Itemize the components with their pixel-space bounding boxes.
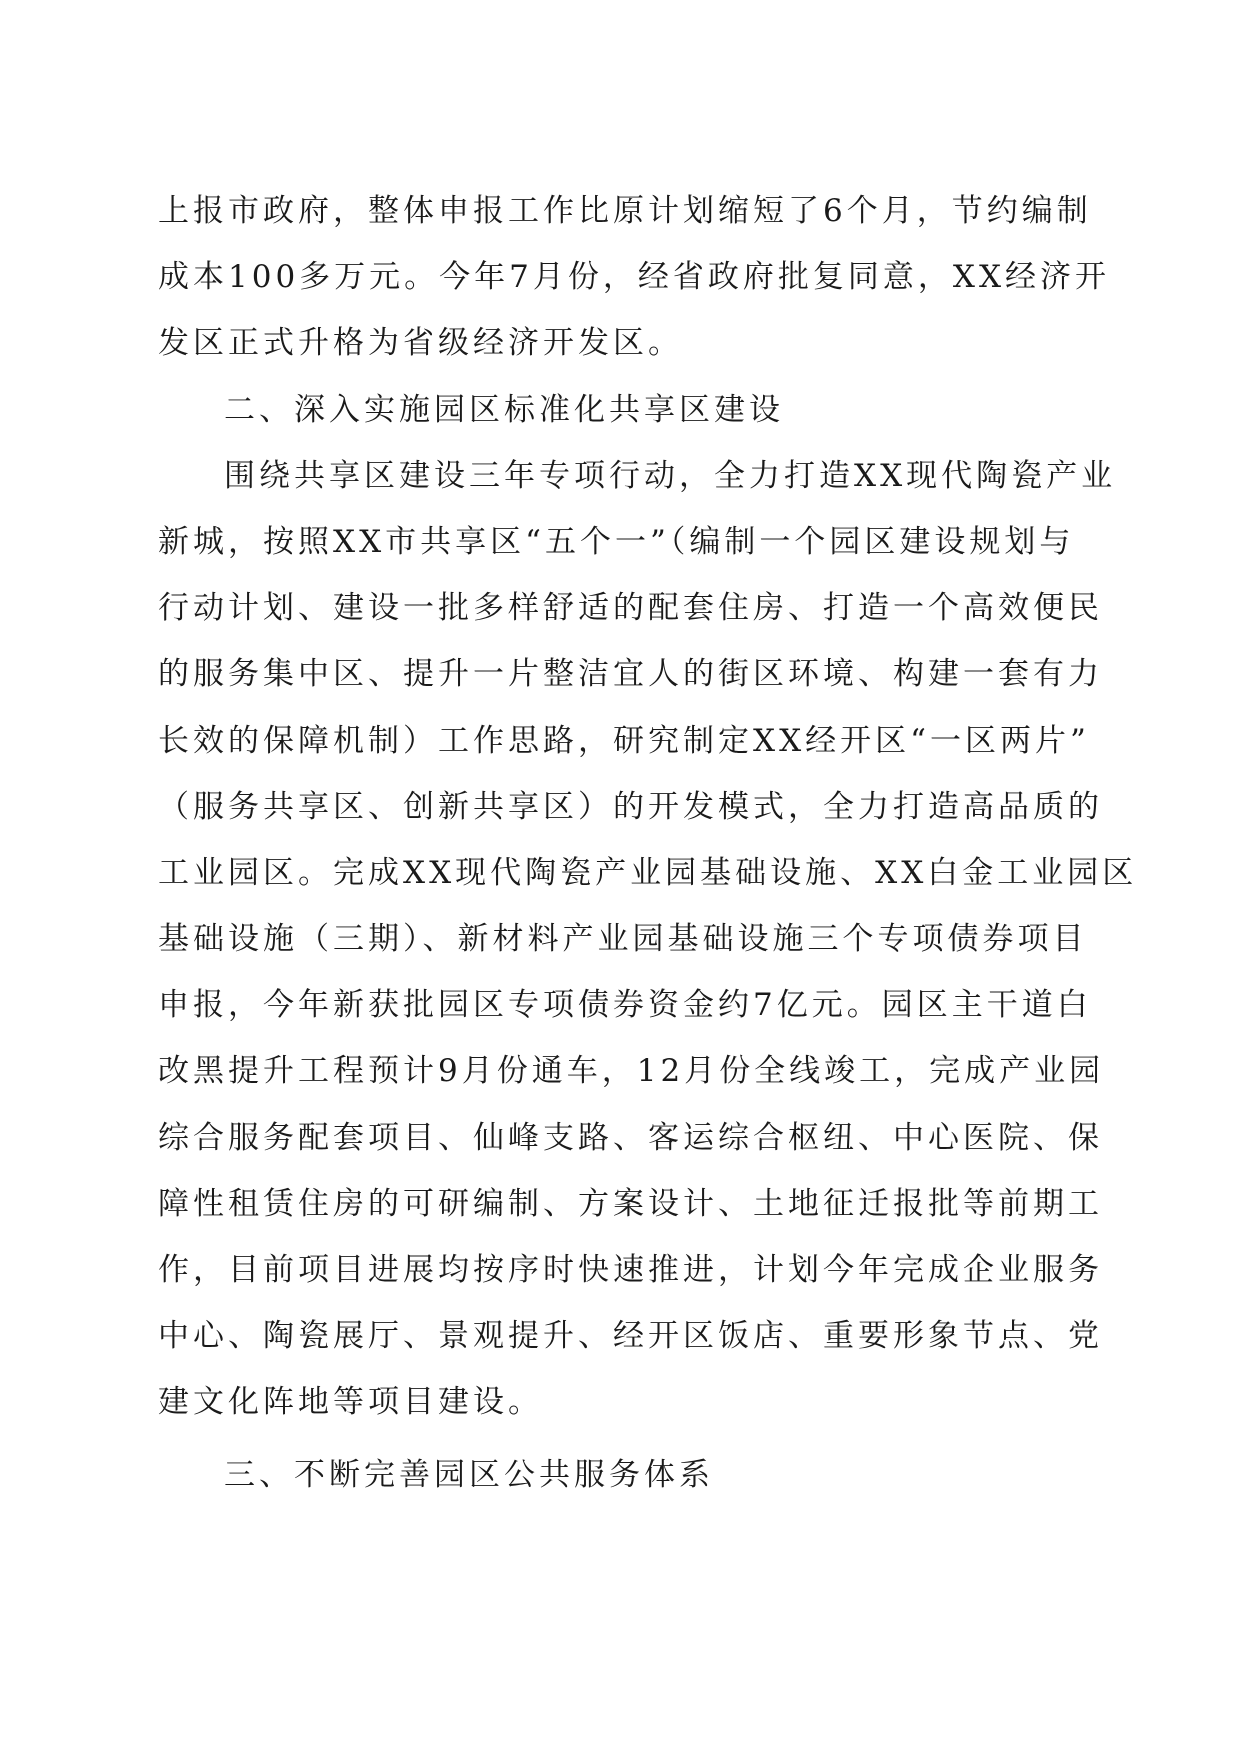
text-line: 申报，今年新获批园区专项债券资金约7亿元。园区主干道白 — [158, 987, 1092, 1024]
section-heading-3: 三、不断完善园区公共服务体系 — [224, 1456, 714, 1493]
text-line: 建文化阵地等项目建设。 — [158, 1384, 543, 1421]
section-heading-2: 二、深入实施园区标准化共享区建设 — [224, 391, 784, 428]
text-line: 工业园区。完成XX现代陶瓷产业园基础设施、XX白金工业园区 — [158, 854, 1138, 891]
text-line: 改黑提升工程预计9月份通车，12月份全线竣工，完成产业园 — [158, 1053, 1105, 1090]
document-body — [158, 178, 1138, 1508]
text-line: 发区正式升格为省级经济开发区。 — [158, 325, 683, 362]
text-line: （服务共享区、创新共享区）的开发模式，全力打造高品质的 — [158, 788, 1103, 825]
text-line: 新城，按照XX市共享区“五个一”（编制一个园区建设规划与 — [158, 523, 1075, 560]
text-line: 中心、陶瓷展厅、景观提升、经开区饭店、重要形象节点、党 — [158, 1318, 1103, 1355]
text-line: 作，目前项目进展均按序时快速推进，计划今年完成企业服务 — [158, 1252, 1103, 1288]
text-line: 基础设施（三期）、新材料产业园基础设施三个专项债券项目 — [158, 921, 1088, 958]
text-line: 成本100多万元。今年7月份，经省政府批复同意，XX经济开 — [158, 259, 1111, 296]
text-line: 障性租赁住房的可研编制、方案设计、土地征迁报批等前期工 — [158, 1185, 1103, 1222]
text-line: 上报市政府，整体申报工作比原计划缩短了6个月，节约编制 — [158, 193, 1092, 229]
text-line: 综合服务配套项目、仙峰支路、客运综合枢纽、中心医院、保 — [158, 1119, 1103, 1156]
text-line: 长效的保障机制）工作思路，研究制定XX经开区“一区两片” — [158, 722, 1090, 759]
text-line: 的服务集中区、提升一片整洁宜人的街区环境、构建一套有力 — [158, 656, 1103, 693]
text-line: 行动计划、建设一批多样舒适的配套住房、打造一个高效便民 — [158, 590, 1103, 627]
paragraph-start: 围绕共享区建设三年专项行动，全力打造XX现代陶瓷产业 — [224, 457, 1117, 494]
